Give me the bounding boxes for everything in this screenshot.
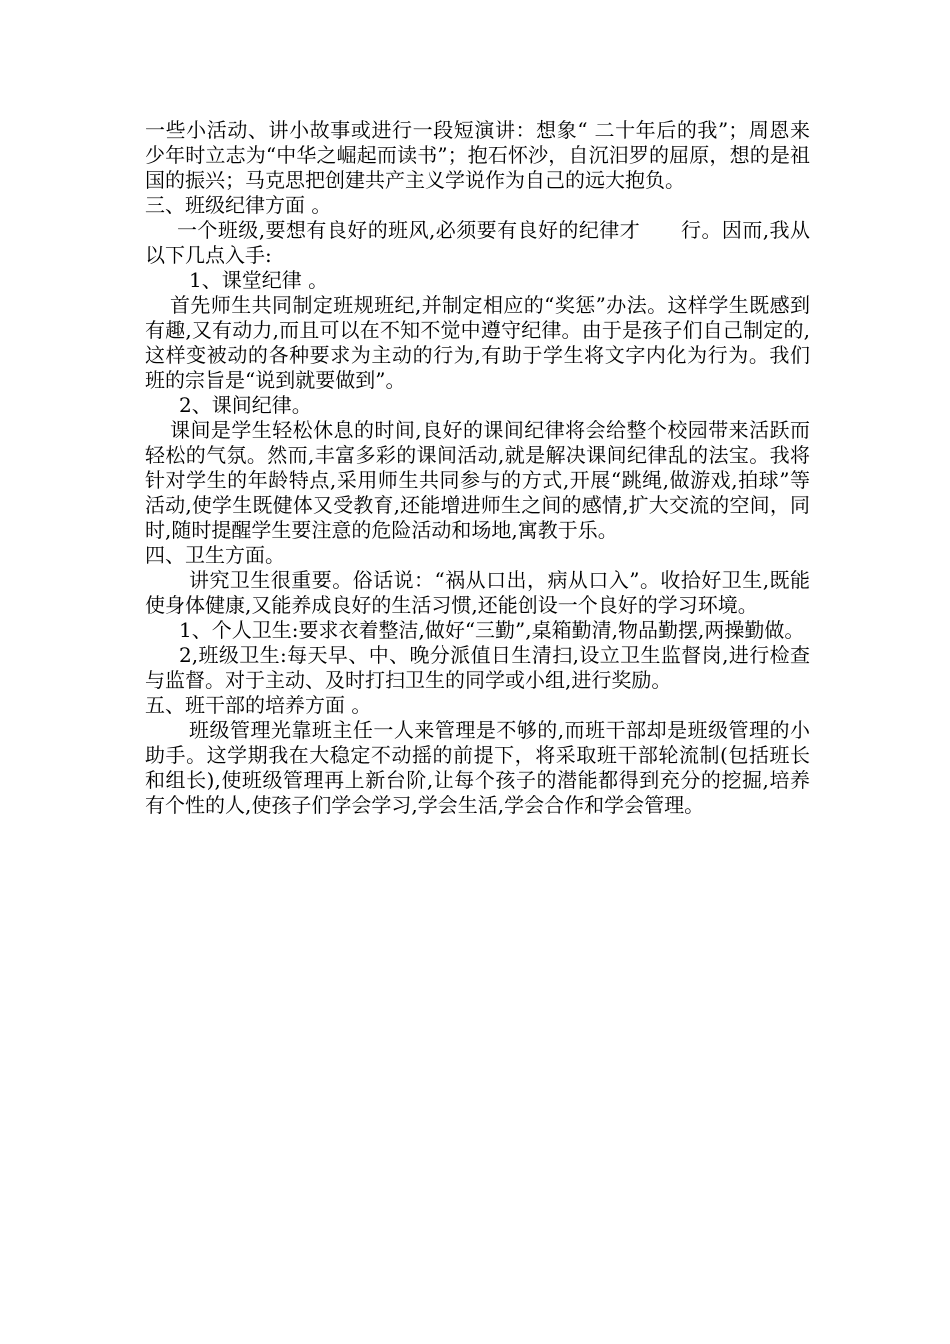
section-heading-hygiene: 四、卫生方面。 — [145, 543, 285, 567]
paragraph-class-hygiene: 2,班级卫生:每天早、中、晚分派值日生清扫,设立卫生监督岗,进行检查与监督。对于主动、及时打扫卫生的同学或小组,进行奖励。 — [145, 643, 810, 692]
paragraph-hygiene-intro: 讲究卫生很重要。俗话说：“祸从口出，病从口入”。收拾好卫生,既能使身体健康,又能养成良好的生活习惯,还能创设一个良好的学习环境。 — [145, 568, 810, 617]
subheading-classroom-discipline: 1、课堂纪律 。 — [189, 268, 329, 292]
section-heading-class-cadres: 五、班干部的培养方面 。 — [145, 693, 372, 717]
paragraph-break-discipline: 课间是学生轻松休息的时间,良好的课间纪律将会给整个校园带来活跃而轻松的气氛。然而,丰富多彩的课间活动,就是解决课间纪律乱的法宝。我将针对学生的年龄特点,采用师生共同参与的方式,开展“跳绳,做游戏,拍球”等活动,使学生既健体又受教育,还能增进师生之间的感情,扩大交流的空间，同时,随时提醒学生要注意的危险活动和场地,寓教于乐。 — [145, 418, 810, 542]
paragraph-personal-hygiene: 1、个人卫生:要求衣着整洁,做好“三勤”,桌箱勤清,物品勤摆,两操勤做。 — [179, 618, 805, 642]
paragraph-discipline-intro: 一个班级,要想有良好的班风,必须要有良好的纪律才 行。因而,我从以下几点入手: — [145, 218, 810, 267]
section-heading-discipline: 三、班级纪律方面 。 — [145, 193, 332, 217]
document-body — [145, 118, 810, 818]
paragraph-class-cadres: 班级管理光靠班主任一人来管理是不够的,而班干部却是班级管理的小助手。这学期我在大稳定不动摇的前提下，将采取班干部轮流制(包括班长和组长),使班级管理再上新台阶,让每个孩子的潜能都得到充分的挖掘,培养有个性的人,使孩子们学会学习,学会生活,学会合作和学会管理。 — [145, 718, 810, 817]
paragraph-activities: 一些小活动、讲小故事或进行一段短演讲：想象“ 二十年后的我”；周恩来少年时立志为“中华之崛起而读书”；抱石怀沙，自沉汨罗的屈原，想的是祖国的振兴；马克思把创建共产主义学说作为自己的远大抱负。 — [145, 118, 810, 192]
paragraph-classroom-discipline: 首先师生共同制定班规班纪,并制定相应的“奖惩”办法。这样学生既感到有趣,又有动力,而且可以在不知不觉中遵守纪律。由于是孩子们自己制定的,这样变被动的各种要求为主动的行为,有助于学生将文字内化为行为。我们班的宗旨是“说到就要做到”。 — [145, 293, 810, 392]
subheading-break-discipline: 2、课间纪律。 — [179, 393, 312, 417]
